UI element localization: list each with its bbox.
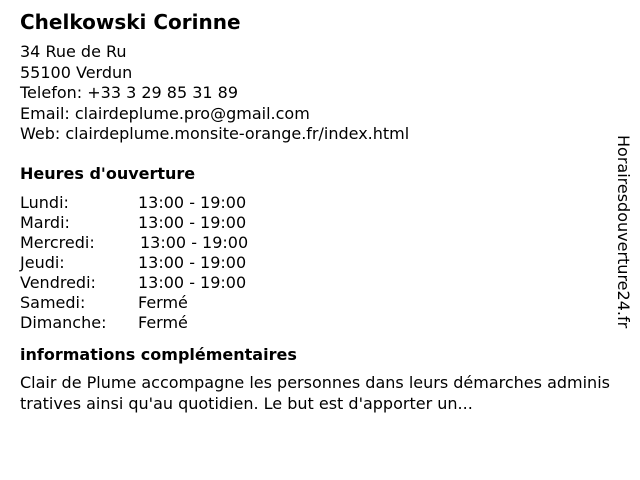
day-hours: Fermé: [138, 312, 188, 332]
day-hours: 13:00 - 19:00: [138, 192, 247, 212]
info-description: Clair de Plume accompagne les personnes dans leurs démarches administratives ainsi qu'au quotidien. Le but est d'apporter un...: [20, 372, 610, 413]
address-city: 55100 Verdun: [20, 62, 133, 82]
hours-row-samedi: [20, 293, 620, 313]
day-label: Vendredi:: [20, 272, 96, 292]
business-name: Chelkowski Corinne: [20, 10, 241, 34]
email-line: Email: clairdeplume.pro@gmail.com: [20, 103, 310, 123]
day-label: Dimanche:: [20, 312, 107, 332]
hours-row-mercredi: [20, 233, 620, 253]
phone-line: Telefon: +33 3 29 85 31 89: [20, 83, 239, 102]
hours-row-lundi: [20, 193, 620, 213]
hours-row-jeudi: [20, 253, 620, 273]
web-line: Web: clairdeplume.monsite-orange.fr/index.html: [20, 124, 410, 143]
day-hours: 13:00 - 19:00: [138, 272, 247, 292]
day-label: Mercredi:: [20, 232, 95, 252]
day-label: Jeudi:: [20, 252, 65, 272]
info-heading: informations complémentaires: [20, 344, 297, 364]
day-hours: Fermé: [138, 292, 188, 312]
hours-table: [20, 193, 620, 333]
hours-row-vendredi: [20, 273, 620, 293]
day-hours: 13:00 - 19:00: [138, 252, 247, 272]
hours-row-mardi: [20, 213, 620, 233]
address-street: 34 Rue de Ru: [20, 42, 127, 61]
contact-block: [20, 42, 620, 145]
business-card: [20, 8, 620, 414]
hours-row-dimanche: [20, 313, 620, 333]
site-watermark: Horairesdouverture24.fr: [614, 135, 633, 329]
hours-heading: Heures d'ouverture: [20, 163, 196, 183]
day-hours: 13:00 - 19:00: [140, 232, 249, 252]
day-label: Samedi:: [20, 292, 86, 312]
day-label: Lundi:: [20, 192, 69, 212]
day-label: Mardi:: [20, 212, 70, 232]
day-hours: 13:00 - 19:00: [138, 212, 247, 232]
